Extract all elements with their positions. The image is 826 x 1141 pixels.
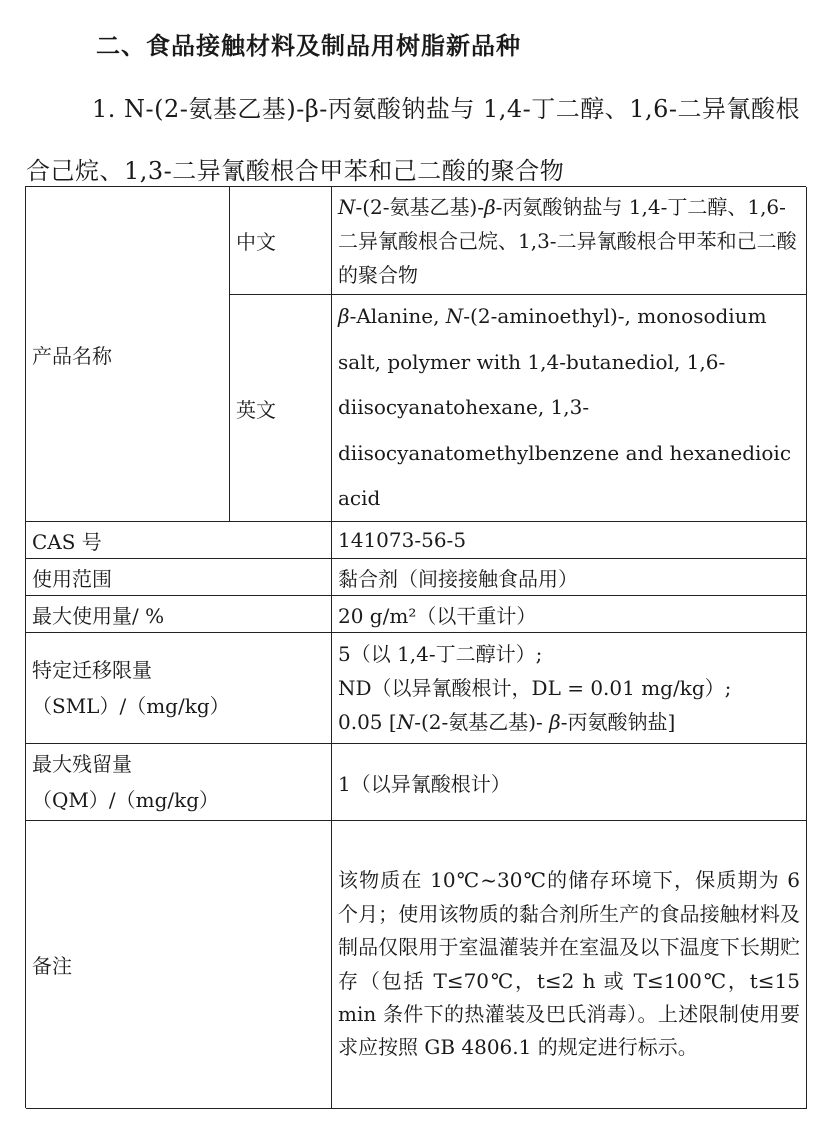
chinese-label: 中文 <box>230 187 332 295</box>
section-heading: 二、食品接触材料及制品用树脂新品种 <box>96 32 521 60</box>
product-name-label: 产品名称 <box>26 187 230 522</box>
sml-value: 5（以 1,4-丁二醇计）; ND（以异氰酸根计，DL = 0.01 mg/kg）; 0.05 [N-(2-氨基乙基)- β-丙氨酸钠盐] <box>332 633 807 744</box>
qm-value: 1（以异氰酸根计） <box>332 744 807 821</box>
max-use-label: 最大使用量/ % <box>26 596 332 633</box>
english-name-cell <box>332 295 807 522</box>
english-name: β-Alanine, N-(2-aminoethyl)-, monosodium salt, polymer with 1,4-butanediol, 1,6-diisocyanatohexane, 1,3-diisocyanatomethylbenzene and hexanedioic acid <box>338 304 792 511</box>
usage-value: 黏合剂（间接接触食品用） <box>332 559 807 596</box>
max-use-value: 20 g/m²（以干重计） <box>332 596 807 633</box>
usage-label: 使用范围 <box>26 559 332 596</box>
item-title: 1. N-(2-氨基乙基)-β-丙氨酸钠盐与 1,4-丁二醇、1,6-二异氰酸根合己烷、1,3-二异氰酸根合甲苯和己二酸的聚合物 <box>26 95 801 185</box>
chinese-name: N-(2-氨基乙基)-β-丙氨酸钠盐与 1,4-丁二醇、1,6-二异氰酸根合己烷、1,3-二异氰酸根合甲苯和己二酸的聚合物 <box>338 194 797 287</box>
cas-label: CAS 号 <box>26 522 332 559</box>
substance-table <box>25 186 806 1108</box>
sml-label: 特定迁移限量 （SML）/（mg/kg） <box>26 633 332 744</box>
qm-label: 最大残留量 （QM）/（mg/kg） <box>26 744 332 821</box>
remarks-label: 备注 <box>26 821 332 1109</box>
english-label: 英文 <box>230 295 332 522</box>
chinese-name-cell <box>332 187 807 295</box>
remarks-value: 该物质在 10℃~30℃的储存环境下，保质期为 6 个月；使用该物质的黏合剂所生产的食品接触材料及制品仅限用于室温灌装并在室温及以下温度下长期贮存（包括 T≤70℃，t≤2 h 或 T≤100℃，t≤15 min 条件下的热灌装及巴氏消毒）。上述限制使用要求应按照 GB 4806.1 的规定进行标示。 <box>332 821 807 1109</box>
cas-value: 141073-56-5 <box>332 522 807 559</box>
